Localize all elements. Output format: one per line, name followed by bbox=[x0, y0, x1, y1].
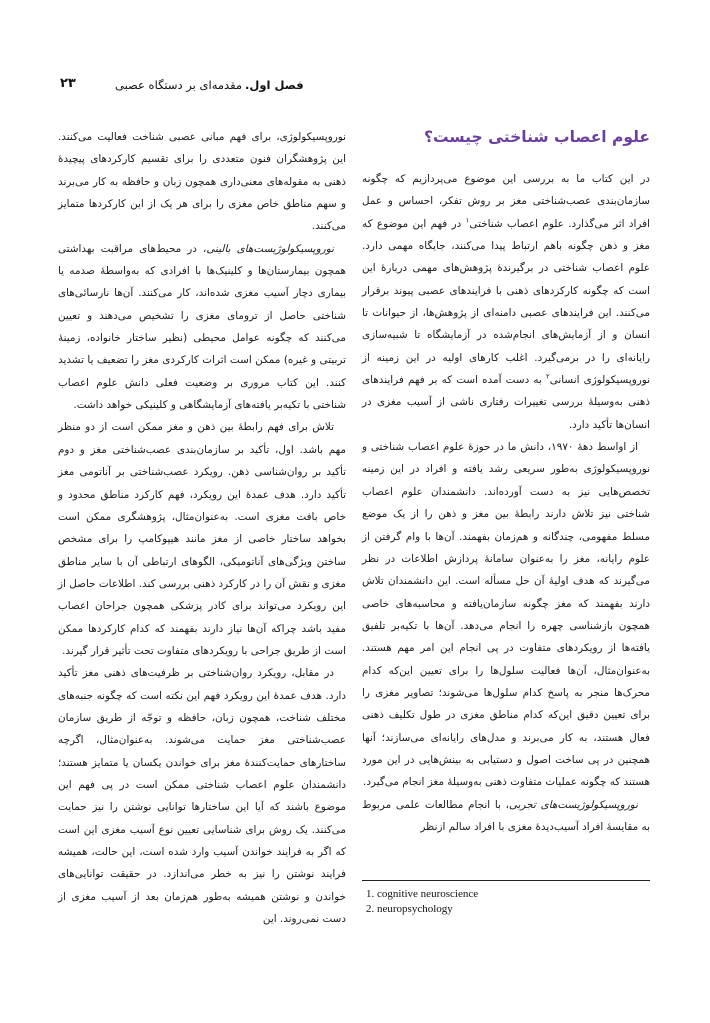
italic-term: نوروپسیکولوژیست‌های بالینی bbox=[206, 242, 334, 255]
paragraph bbox=[362, 794, 650, 839]
footnote-ref-2: ۲ bbox=[545, 372, 550, 381]
chapter-title: مقدمه‌ای بر دستگاه عصبی bbox=[115, 78, 243, 92]
paragraph bbox=[362, 168, 650, 436]
chapter-label: فصل اول. bbox=[245, 78, 304, 92]
section-heading: علوم اعصاب شناختی چیست؟ bbox=[424, 128, 650, 146]
page-number: ۲۳ bbox=[60, 76, 76, 91]
footnote-2: 2. neuropsychology bbox=[366, 902, 453, 915]
left-column bbox=[58, 126, 346, 930]
paragraph: در مقابل، رویکرد روان‌شناختی بر ظرفیت‌های ذهنی مغز تأکید دارد. هدف عمدهٔ این رویکرد فهم این نکته است که چگونه جنبه‌های مختلف شناخت، همچون زبان، حافظه و توجّه از طریق سازمان عصب‌شناختی مغز حمایت می‌شوند. به‌عنوان‌مثال، اگرچه ساختارهای حمایت‌کنندهٔ مغز برای خواندن یکسان یا متمایز هستند؛ دانشمندان علوم اعصاب شناختی ممکن است در پی فهم این موضوع باشند که آیا این ساختارها توانایی نوشتن را نیز حمایت می‌کنند. یک روش برای شناسایی تعیین نوع آسیب مغزی این است که اگر به فرایند خواندن آسیب وارد شده است، این حالت، همیشه فرایند نوشتن را نیز به خطر می‌اندازد. در حقیقت توانایی‌های خواندن و نوشتن همیشه به‌طور هم‌زمان بعد از آسیب مغزی از دست نمی‌روند. این bbox=[58, 667, 346, 926]
paragraph: از اواسط دههٔ ۱۹۷۰، دانش ما در حوزهٔ علوم اعصاب شناختی و نوروپسیکولوژی به‌طور سریعی رشد یافته و افراد در این زمینه تخصص‌هایی نیز به دست آورده‌اند. دانشمندان علوم اعصاب شناختی نیز تلاش دارند رابطهٔ بین مغز و ذهن را از یک موضع مسلط مفهومی، چندگانه و هم‌زمان بفهمند. آن‌ها با وام گرفتن از علوم رایانه، مغز را به‌عنوان سامانهٔ پردازش اطلاعات در نظر می‌گیرند که هدف اولیهٔ آن حل مسأله است. این دانشمندان تلاش دارند بفهمند که مغز چگونه سازمان‌یافته و محاسبه‌های خاصی همچون بازشناسی چهره را انجام می‌دهد. آن‌ها با تکیه‌بر تلفیق یافته‌ها از رویکردهای متفاوت در پی انجام این امر مهم هستند. به‌عنوان‌مثال، آن‌ها فعالیت سلول‌ها را برای تعیین این‌که کدام محرک‌ها منجر به پاسخ کدام سلول‌ها می‌شوند؛ تصاویر مغزی را برای تعیین دقیق این‌که کدام مناطق مغزی در طول تکلیف ذهنی فعال هستند، به کار می‌برند و مدل‌های رایانه‌ای می‌سازند؛ آنها همچنین در پی ساخت اصول و دستیابی به بینش‌هایی در این مورد هستند که چگونه عملیات متفاوت ذهنی به‌وسیلهٔ مغز انجام می‌گیرد. bbox=[362, 441, 650, 789]
paragraph-text: به دست آمده است که بر فهم فرایندهای ذهنی به‌وسیلهٔ بررسی تغییرات رفتاری ناشی از آسیب مغزی در انسان‌ها تأکید دارد. bbox=[362, 374, 650, 431]
paragraph-text: در فهم این موضوع که مغز و ذهن چگونه باهم ارتباط پیدا می‌کنند، جایگاه مهمی دارد. علوم اعصاب شناختی در برگیرندهٔ پژوهش‌های مهمی دربارهٔ این است که چگونه کارکردهای ذهنی با فرایندهای عصبی پیوند برقرار می‌کنند. این فرایندهای عصبی دامنه‌ای از پژوهش‌ها، از حیوانات تا انسان و از آزمایش‌های انجام‌شده در آزمایشگاه تا شبیه‌سازی رایانه‌ای را در برمی‌گیرد. اغلب کارهای اولیه در این زمینه از نوروپسیکولوژی انسانی bbox=[362, 217, 651, 387]
paragraph-text: ، در محیط‌های مراقبت بهداشتی همچون بیمارستان‌ها و کلینیک‌ها با افرادی که به‌واسطهٔ صدمه یا بیماری دچار آسیب مغزی شده‌اند، کار می‌کنند. آن‌ها نارسائی‌های شناختی حاصل از ترومای مغزی را تشخیص می‌دهند و تعیین می‌کنند که چگونه عوامل محیطی (نظیر ساختار خانواده، زمینهٔ تربیتی و غیره) ممکن است اثرات کارکردی مغز را تضعیف یا تشدید کنند. این کتاب مروری بر وضعیت فعلی دانش علوم اعصاب شناختی با تکیه‌بر یافته‌های آزمایشگاهی و کلینیکی خواهد داشت. bbox=[58, 242, 346, 412]
footnotes bbox=[366, 887, 646, 916]
italic-term: نوروپسیکولوژیست‌های تجربی bbox=[508, 798, 638, 811]
chapter-header bbox=[115, 78, 304, 92]
paragraph-text: در این کتاب ما به بررسی این موضوع می‌پردازیم که چگونه سازمان‌بندی عصب‌شناختی مغز بر روش تفکر، احساس و عمل افراد اثر می‌گذارد. علوم اعصاب شناختی bbox=[362, 173, 650, 230]
paragraph: تلاش برای فهم رابطهٔ بین ذهن و مغز ممکن است از دو منظر مهم باشد. اول، تأکید بر سازمان‌بندی عصب‌شناختی مغز و دوم تأکید بر روان‌شناسی ذهن. رویکرد عصب‌شناختی بر آناتومی مغز تأکید دارد. هدف عمدهٔ این رویکرد، فهم کارکرد مناطق محدود و خاص بافت مغزی است. به‌عنوان‌مثال، پژوهشگری ممکن است بخواهد ساختار خاصی از مغز مانند هیپوکامپ را برای مشخص ساختن ویژگی‌های آناتومیکی، الگوهای ارتباطی آن با سایر مناطق مغزی و نقش آن را در کارکرد ذهنی بررسی کند. اطلاعات حاصل از این رویکرد می‌تواند برای کادر پزشکی همچون جراحان اعصاب مفید باشد چراکه آن‌ها نیاز دارند بفهمند که کدام کارکردها ممکن است از طریق جراحی با رویکردهای متفاوت تحت تأثیر قرار گیرند. bbox=[58, 421, 346, 657]
paragraph-text: ، با انجام مطالعات علمی مربوط به مقایسهٔ افراد آسیب‌دیدهٔ مغزی با افراد سالم ازنظر bbox=[362, 798, 650, 833]
right-column bbox=[362, 126, 650, 838]
running-header bbox=[60, 76, 650, 98]
footnote-divider bbox=[362, 880, 650, 881]
footnote-1: 1. cognitive neuroscience bbox=[366, 888, 479, 900]
paragraph: نوروپسیکولوژی، برای فهم مبانی عصبی شناخت فعالیت می‌کنند. این پژوهشگران فنون متعددی را برای تقسیم کارکردهای پیچیدهٔ ذهنی به مقوله‌های معنی‌داری همچون زبان و حافظه به کار می‌برند و سهم مناطق خاص مغزی را برای هر یک از این کارکردها متمایز می‌کنند. bbox=[58, 131, 346, 233]
paragraph bbox=[58, 238, 346, 417]
footnote-ref-1: ۱ bbox=[465, 216, 470, 225]
